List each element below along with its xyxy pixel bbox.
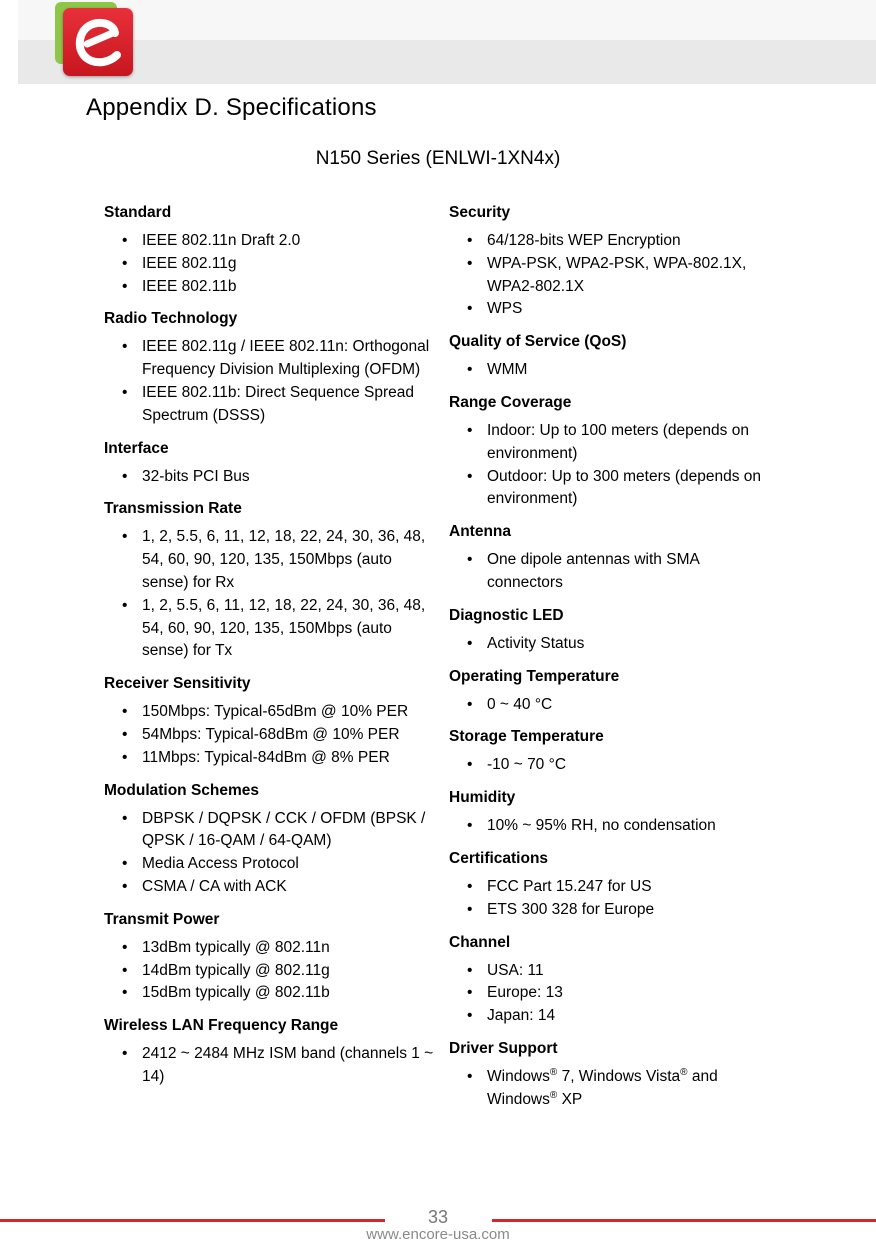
spec-section-title: Transmission Rate <box>104 500 242 518</box>
spec-section-title: Interface <box>104 439 169 457</box>
spec-column-left <box>104 202 434 1099</box>
spec-section-title: Antenna <box>449 523 511 541</box>
encore-e-logo-icon <box>63 8 133 76</box>
spec-section <box>104 202 434 298</box>
spec-section-title: Driver Support <box>449 1039 558 1057</box>
spec-item: • 13dBm typically @ 802.11n <box>104 937 434 960</box>
spec-section-title: Storage Temperature <box>449 728 604 746</box>
spec-section-title: Diagnostic LED <box>449 606 564 624</box>
footer-rule-left <box>0 1219 385 1222</box>
spec-section <box>449 848 779 922</box>
spec-section <box>449 726 779 777</box>
document-subtitle: N150 Series (ENLWI-1XN4x) <box>315 148 561 169</box>
spec-section <box>104 673 434 769</box>
spec-section <box>104 438 434 489</box>
spec-item: • Indoor: Up to 100 meters (depends on environment) <box>449 420 779 466</box>
spec-section <box>104 1015 434 1089</box>
spec-column-right <box>449 202 779 1122</box>
spec-section-title: Standard <box>104 204 172 221</box>
page-number: 33 <box>427 1207 449 1227</box>
spec-item: • IEEE 802.11b: Direct Sequence Spread Spectrum (DSSS) <box>104 382 434 428</box>
spec-item: • 32-bits PCI Bus <box>104 466 434 489</box>
spec-section-title: Humidity <box>449 789 516 807</box>
header-band-top <box>18 0 876 40</box>
spec-item: • 64/128-bits WEP Encryption <box>449 230 779 253</box>
spec-section <box>449 605 779 656</box>
spec-column-right-sections <box>449 202 779 1028</box>
spec-item: • 1, 2, 5.5, 6, 11, 12, 18, 22, 24, 30, 36, 48, 54, 60, 90, 120, 135, 150Mbps (auto sense) for Tx <box>104 595 434 663</box>
spec-section <box>449 932 779 1028</box>
footer-url: www.encore-usa.com <box>366 1226 510 1243</box>
spec-item: • CSMA / CA with ACK <box>104 876 434 899</box>
header-band <box>18 40 876 84</box>
spec-section-title: Security <box>449 204 511 221</box>
spec-item: • DBPSK / DQPSK / CCK / OFDM (BPSK / QPSK / 16-QAM / 64-QAM) <box>104 808 434 854</box>
spec-section-title: Receiver Sensitivity <box>104 675 251 693</box>
spec-section <box>104 780 434 899</box>
spec-item: • USA: 11 <box>449 960 779 983</box>
footer-rule-right <box>492 1219 876 1222</box>
spec-section <box>449 787 779 838</box>
spec-item: • 54Mbps: Typical-68dBm @ 10% PER <box>104 724 434 747</box>
spec-item: • 15dBm typically @ 802.11b <box>104 982 434 1005</box>
spec-item: • 150Mbps: Typical-65dBm @ 10% PER <box>104 701 434 724</box>
spec-item: • 14dBm typically @ 802.11g <box>104 960 434 983</box>
spec-item: • IEEE 802.11g <box>104 253 434 276</box>
spec-item: • One dipole antennas with SMA connectors <box>449 549 779 595</box>
spec-section <box>449 202 779 321</box>
spec-item: • Windows® 7, Windows Vista® and Windows® XP <box>449 1066 779 1112</box>
spec-section-title: Modulation Schemes <box>104 781 260 799</box>
spec-item: • IEEE 802.11b <box>104 276 434 299</box>
spec-item: • ETS 300 328 for Europe <box>449 899 779 922</box>
spec-item: • FCC Part 15.247 for US <box>449 876 779 899</box>
spec-item: • Japan: 14 <box>449 1005 779 1028</box>
spec-section <box>104 308 434 427</box>
spec-item: • Media Access Protocol <box>104 853 434 876</box>
spec-section-title: Wireless LAN Frequency Range <box>104 1017 339 1035</box>
spec-item: • 2412 ~ 2484 MHz ISM band (channels 1 ~ 14) <box>104 1043 434 1089</box>
spec-section <box>449 521 779 595</box>
spec-section-title: Quality of Service (QoS) <box>449 333 627 351</box>
spec-section <box>104 498 434 663</box>
spec-section-title: Radio Technology <box>104 310 238 328</box>
spec-section-title: Transmit Power <box>104 910 220 928</box>
spec-section-title: Range Coverage <box>449 393 572 411</box>
spec-section-title: Channel <box>449 933 511 951</box>
spec-item: • Activity Status <box>449 633 779 656</box>
spec-item: • WMM <box>449 359 779 382</box>
spec-section <box>449 392 779 511</box>
spec-item: • WPA-PSK, WPA2-PSK, WPA-802.1X, WPA2-802.1X <box>449 253 779 299</box>
page-title: Appendix D. Specifications <box>86 94 377 121</box>
spec-section <box>104 909 434 1005</box>
spec-item: • 11Mbps: Typical-84dBm @ 8% PER <box>104 747 434 770</box>
spec-item: • 10% ~ 95% RH, no condensation <box>449 815 779 838</box>
spec-section-title: Operating Temperature <box>449 667 620 685</box>
spec-item: • Outdoor: Up to 300 meters (depends on environment) <box>449 466 779 512</box>
spec-item: • 1, 2, 5.5, 6, 11, 12, 18, 22, 24, 30, 36, 48, 54, 60, 90, 120, 135, 150Mbps (auto sense) for Rx <box>104 526 434 594</box>
spec-item: • Europe: 13 <box>449 982 779 1005</box>
spec-section <box>449 666 779 717</box>
spec-item: • IEEE 802.11g / IEEE 802.11n: Orthogonal Frequency Division Multiplexing (OFDM) <box>104 336 434 382</box>
spec-item: • WPS <box>449 298 779 321</box>
spec-section <box>449 331 779 382</box>
spec-section-title: Certifications <box>449 849 549 867</box>
spec-item: • IEEE 802.11n Draft 2.0 <box>104 230 434 253</box>
spec-item: • 0 ~ 40 °C <box>449 694 779 717</box>
spec-item: • -10 ~ 70 °C <box>449 754 779 777</box>
spec-section-driver-support <box>449 1038 779 1112</box>
